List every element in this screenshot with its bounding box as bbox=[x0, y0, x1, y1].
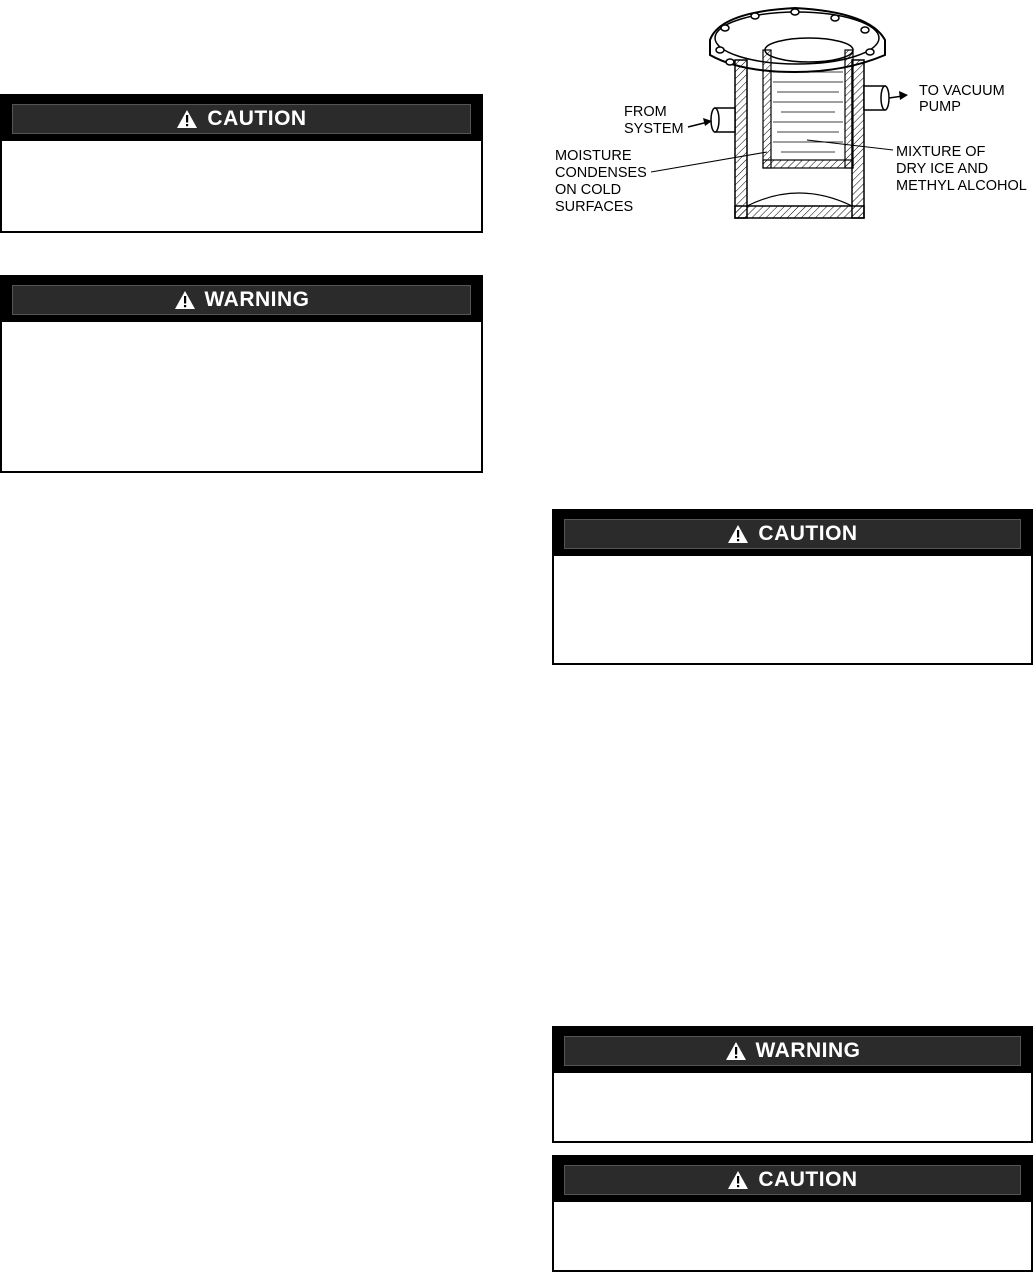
caution-header bbox=[2, 96, 481, 141]
label-from-system-1: FROM bbox=[624, 104, 667, 120]
label-mixture-1: MIXTURE OF bbox=[896, 144, 986, 160]
warning-header bbox=[2, 277, 481, 322]
label-mixture-3: METHYL ALCOHOL bbox=[896, 178, 1027, 194]
cold-trap-figure bbox=[545, 0, 1035, 230]
warning-triangle-icon bbox=[176, 109, 198, 129]
warning-header bbox=[554, 1028, 1031, 1073]
caution-label: CAUTION bbox=[207, 107, 307, 130]
caution-header bbox=[554, 511, 1031, 556]
label-moisture-3: ON COLD bbox=[555, 182, 622, 198]
label-to-vacuum-1: TO VACUUM bbox=[919, 83, 1005, 99]
warning-triangle-icon bbox=[174, 290, 196, 310]
warning-box-2 bbox=[552, 1026, 1033, 1143]
caution-label: CAUTION bbox=[758, 1168, 858, 1191]
label-moisture-1: MOISTURE bbox=[555, 148, 632, 164]
warning-triangle-icon bbox=[727, 524, 749, 544]
warning-label: WARNING bbox=[755, 1039, 861, 1062]
cold-trap-diagram bbox=[545, 0, 1035, 230]
caution-label: CAUTION bbox=[758, 522, 858, 545]
warning-triangle-icon bbox=[725, 1041, 747, 1061]
caution-box-2 bbox=[552, 509, 1033, 665]
caution-header bbox=[554, 1157, 1031, 1202]
label-moisture-4: SURFACES bbox=[555, 199, 634, 215]
warning-label: WARNING bbox=[204, 288, 310, 311]
warning-box-1 bbox=[0, 275, 483, 473]
caution-box-1 bbox=[0, 94, 483, 233]
label-from-system-2: SYSTEM bbox=[624, 121, 684, 137]
label-to-vacuum-2: PUMP bbox=[919, 99, 961, 115]
warning-triangle-icon bbox=[727, 1170, 749, 1190]
label-moisture-2: CONDENSES bbox=[555, 165, 647, 181]
caution-box-3 bbox=[552, 1155, 1033, 1272]
label-mixture-2: DRY ICE AND bbox=[896, 161, 989, 177]
